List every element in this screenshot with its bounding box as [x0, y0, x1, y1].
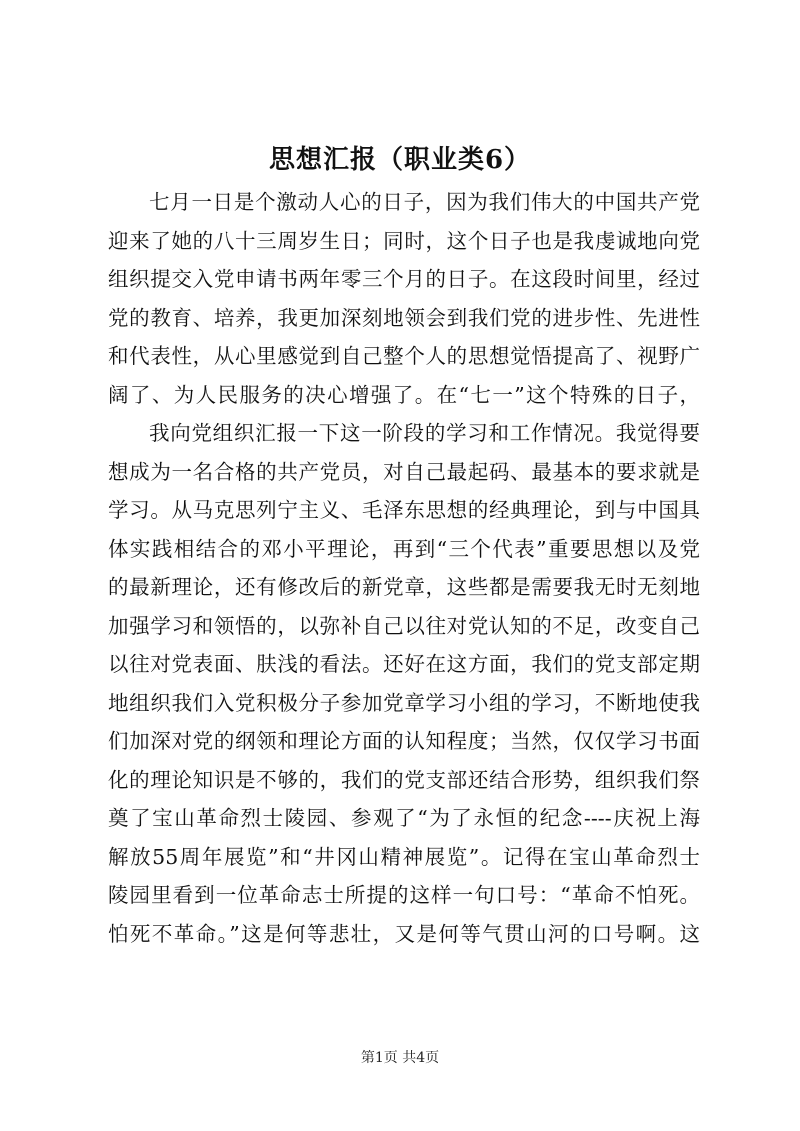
body-line: 组织提交入党申请书两年零三个月的日子。在这段时间里，经过 — [108, 267, 700, 291]
body-line: 陵园里看到一位革命志士所提的这样一句口号：“革命不怕死。 — [108, 883, 700, 907]
body-line: 以往对党表面、肤浅的看法。还好在这方面，我们的党支部定期 — [108, 652, 700, 676]
body-line: 我向党组织汇报一下这一阶段的学习和工作情况。我觉得要 — [149, 421, 700, 445]
body-line: 们加深对党的纲领和理论方面的认知程度；当然，仅仅学习书面 — [108, 729, 700, 753]
body-line: 的最新理论，还有修改后的新党章，这些都是需要我无时无刻地 — [108, 575, 700, 599]
body-line: 迎来了她的八十三周岁生日；同时，这个日子也是我虔诚地向党 — [108, 228, 700, 253]
body-line: 奠了宝山革命烈士陵园、参观了“为了永恒的纪念----庆祝上海 — [108, 806, 700, 830]
body-line: 七月一日是个激动人心的日子，因为我们伟大的中国共产党 — [149, 190, 700, 214]
body-line: 化的理论知识是不够的，我们的党支部还结合形势，组织我们祭 — [108, 767, 700, 792]
body-line: 地组织我们入党积极分子参加党章学习小组的学习，不断地使我 — [108, 690, 700, 715]
document-body — [108, 183, 700, 953]
body-line: 怕死不革命。”这是何等悲壮，又是何等气贯山河的口号啊。这 — [108, 921, 700, 946]
document-title: 思想汇报（职业类6） — [268, 145, 532, 175]
body-line: 和代表性，从心里感觉到自己整个人的思想觉悟提高了、视野广 — [108, 344, 700, 368]
body-line: 解放55周年展览”和“井冈山精神展览”。记得在宝山革命烈士 — [108, 844, 700, 869]
body-line: 加强学习和领悟的，以弥补自己以往对党认知的不足，改变自己 — [108, 613, 700, 638]
body-line: 阔了、为人民服务的决心增强了。在“七一”这个特殊的日子， — [108, 382, 700, 407]
body-line: 学习。从马克思列宁主义、毛泽东思想的经典理论，到与中国具 — [108, 498, 700, 522]
body-line: 想成为一名合格的共产党员，对自己最起码、最基本的要求就是 — [108, 459, 700, 484]
body-line: 党的教育、培养，我更加深刻地领会到我们党的进步性、先进性 — [108, 305, 700, 330]
page-number: 第1页 共4页 — [360, 1050, 440, 1066]
body-line: 体实践相结合的邓小平理论，再到“三个代表”重要思想以及党 — [108, 536, 700, 561]
